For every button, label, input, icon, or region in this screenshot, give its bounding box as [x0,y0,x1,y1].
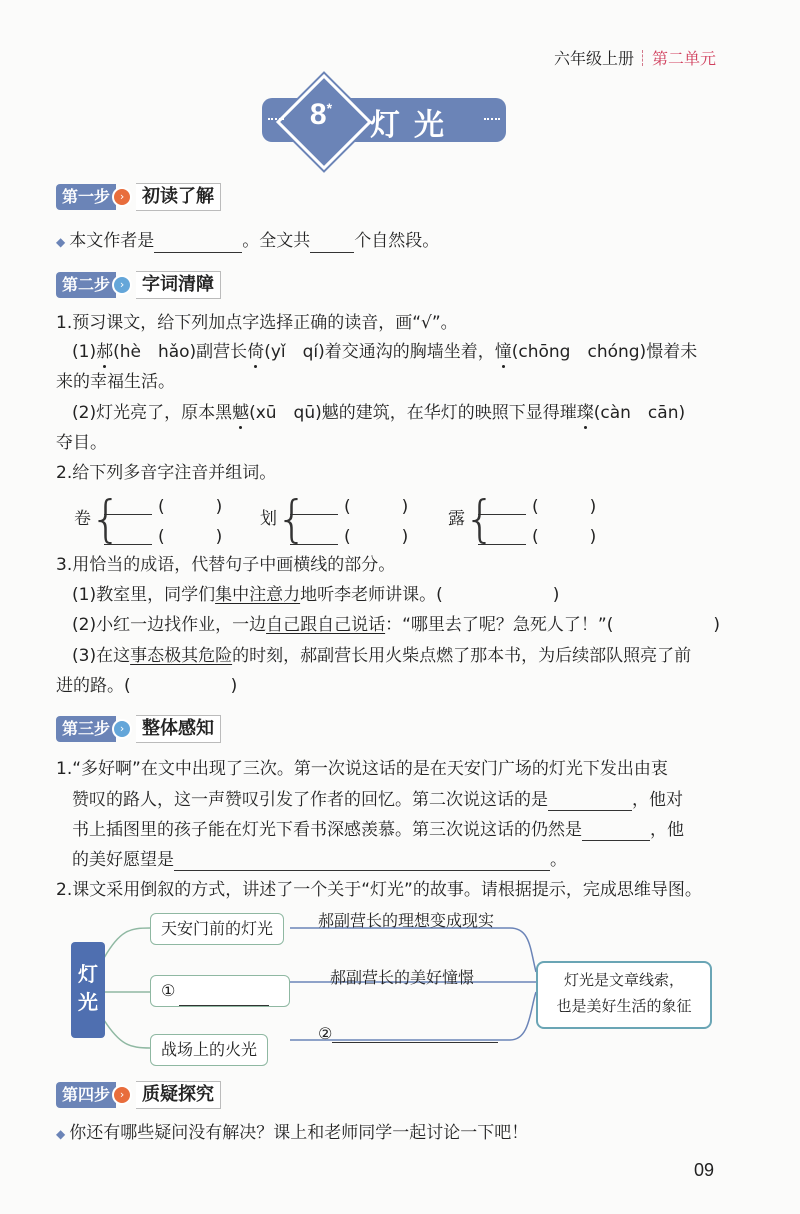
mindmap-label-3: ② [318,1024,498,1043]
arrow-icon: › [112,187,132,207]
q2-2-prompt: 2.给下列多音字注音并组词。 [56,463,277,483]
q3-1-line1: 1.“多好啊”在文中出现了三次。第一次说这话的是在天安门广场的灯光下发出由衷 [56,759,668,779]
pinyin-blank[interactable] [290,526,338,545]
diamond-bullet-icon: ◆ [56,1127,66,1141]
q3-2-prompt: 2.课文采用倒叙的方式，讲述了一个关于“灯光”的故事。请根据提示，完成思维导图。 [56,880,702,900]
step4-name: 质疑探究 [136,1081,221,1109]
mindmap-node-3: 战场上的火光 [150,1034,268,1066]
q3-1-line4: 的美好愿望是 。 [72,850,567,870]
third-speaker-blank[interactable] [582,822,650,841]
polyphone-group-1: 卷 { ( ) ( ) [74,490,223,548]
step2-name: 字词清障 [136,271,221,299]
pinyin-blank[interactable] [104,496,152,515]
step3-name: 整体感知 [136,715,221,743]
step4-header [56,1081,221,1109]
wish-blank[interactable] [174,852,550,871]
mindmap-node-2: ① [150,975,290,1007]
q2-3-prompt: 3.用恰当的成语，代替句子中画横线的部分。 [56,555,396,575]
lesson-number: 8* [309,98,333,131]
running-header [554,46,716,69]
mindmap-blank-2[interactable] [332,1024,498,1043]
q2-1a: (1)郝(hè hǎo)副营长倚(yǐ qí)着交通沟的胸墙坐着，憧(chōng chóng)憬着未 [72,342,698,362]
q2-3b: (2)小红一边找作业，一边自己跟自己说话：“哪里去了呢？急死人了！”( ) [72,615,720,635]
pinyin-blank[interactable] [478,496,526,515]
step1-name: 初读了解 [136,183,221,211]
q2-3c-cont: 进的路。( ) [56,676,238,696]
author-blank[interactable] [154,234,242,253]
step4-prompt: ◆ 你还有哪些疑问没有解决？课上和老师同学一起讨论一下吧！ [56,1123,529,1143]
mindmap-blank-1[interactable] [179,987,269,1006]
polyphone-char: 划 [260,509,277,529]
mindmap-label-1: 郝副营长的理想变成现实 [318,911,495,930]
mindmap-node-1: 天安门前的灯光 [150,913,284,945]
q2-3c: (3)在这事态极其危险的时刻，郝副营长用火柴点燃了那本书，为后续部队照亮了前 [72,646,692,666]
step3-tag: 第三步 [56,716,116,742]
q2-1b-cont: 夺目。 [56,433,107,453]
mindmap-conclusion: 灯光是文章线索， 也是美好生活的象征 [536,961,712,1029]
paragraph-count-blank[interactable] [310,234,354,253]
title-dots-left [268,118,284,126]
q2-1b: (2)灯光亮了，原本黑魆(xū qū)魆的建筑，在华灯的映照下显得璀璨(càn cān) [72,403,686,423]
polyphone-char: 卷 [74,509,91,529]
step1-header [56,183,221,211]
diamond-bullet-icon: ◆ [56,235,66,249]
arrow-icon: › [112,719,132,739]
q3-1-line3: 书上插图里的孩子能在灯光下看书深感羡慕。第三次说这话的仍然是 ，他 [72,820,684,840]
mindmap-label-2: 郝副营长的美好憧憬 [330,968,475,987]
polyphone-group-3: 露 { ( ) ( ) [448,490,597,548]
title-dots-right [484,118,500,126]
q2-1a-cont: 来的幸福生活。 [56,372,175,392]
q2-1-prompt: 1.预习课文，给下列加点字选择正确的读音，画“√”。 [56,313,458,333]
step3-header [56,715,221,743]
header-divider [642,50,644,66]
pinyin-blank[interactable] [290,496,338,515]
polyphone-group-2: 划 { ( ) ( ) [260,490,409,548]
arrow-icon: › [112,275,132,295]
step2-tag: 第二步 [56,272,116,298]
pinyin-blank[interactable] [104,526,152,545]
step1-question: ◆ 本文作者是 。全文共 个自然段。 [56,231,440,251]
lesson-title: 灯光 [370,108,458,143]
grade-label: 六年级上册 [553,49,634,68]
polyphone-char: 露 [448,509,465,529]
q3-1-line2: 赞叹的路人，这一声赞叹引发了作者的回忆。第二次说这话的是 ，他对 [72,790,683,810]
step4-tag: 第四步 [56,1082,116,1108]
step1-tag: 第一步 [56,184,116,210]
unit-label: 第二单元 [651,49,716,68]
step2-header [56,271,221,299]
arrow-icon: › [112,1085,132,1105]
page-number: 09 [693,1160,714,1180]
mindmap-center: 灯光 [71,942,105,1038]
pinyin-blank[interactable] [478,526,526,545]
second-speaker-blank[interactable] [548,792,632,811]
q2-3a: (1)教室里，同学们集中注意力地听李老师讲课。( ) [72,585,560,605]
